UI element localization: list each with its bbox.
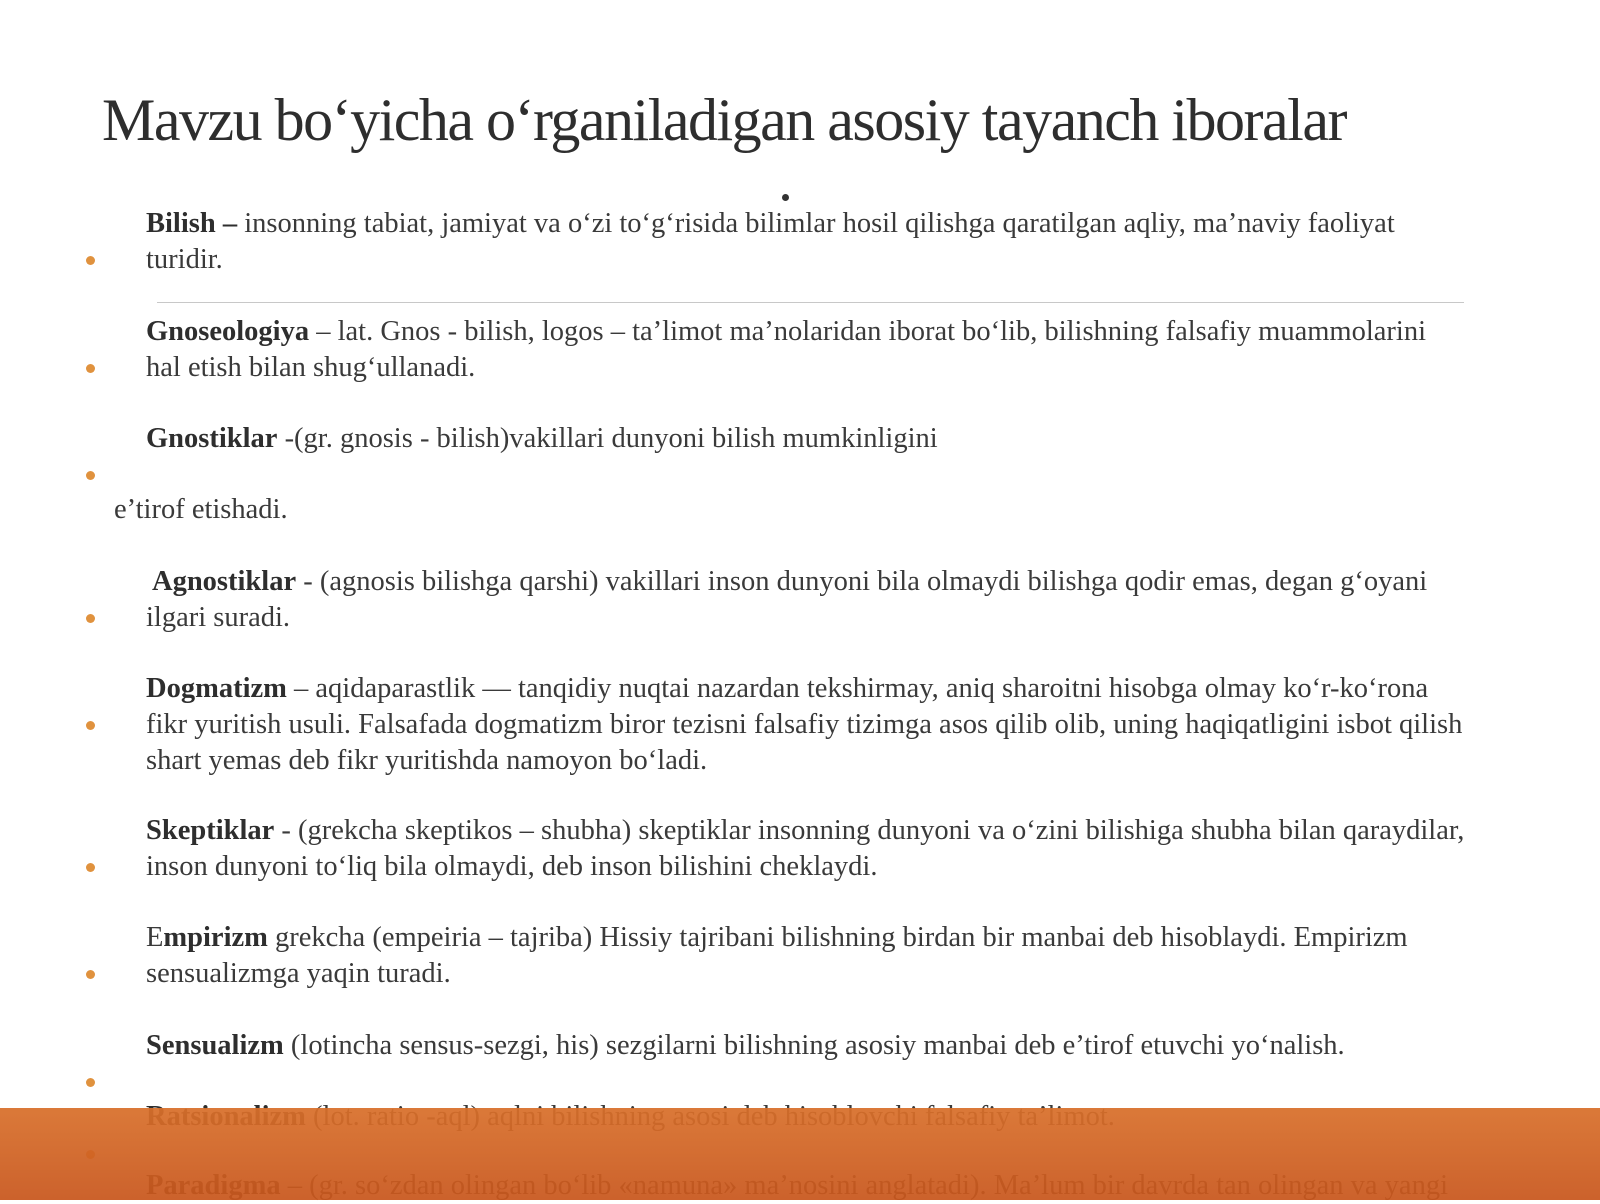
term-label: Agnostiklar bbox=[152, 566, 297, 597]
term-definition: (lotincha sensus-sezgi, his) sezgilarni bilishning asosiy manbai deb e’tirof etuvchi yo‘nalish. bbox=[283, 1030, 1345, 1061]
bullet-icon bbox=[86, 614, 95, 623]
term-definition: – lat. Gnos - bilish, logos – ta’limot ma’nolaridan iborat bo‘lib, bilishning falsafiy muammolarini bbox=[309, 316, 1426, 347]
term-definition: – aqidaparastlik — tanqidiy nuqtai nazardan tekshirmay, aniq sharoitni hisobga olmay ko‘r-ko‘rona bbox=[286, 673, 1429, 704]
footer-band bbox=[0, 1108, 1600, 1200]
bullet-icon bbox=[86, 364, 95, 373]
term-gnostiklar-continued: e’tirof etishadi. bbox=[114, 494, 288, 525]
bullet-icon bbox=[86, 970, 95, 979]
term-skeptiklar-continued: inson dunyoni to‘liq bila olmaydi, deb inson bilishini cheklaydi. bbox=[146, 851, 878, 882]
term-dogmatizm-continued: fikr yuritish usuli. Falsafada dogmatizm biror tezisni falsafiy tizimga asos qilib olib, uning haqiqatligini isbot qilish bbox=[146, 709, 1463, 740]
term-bilish-continued: turidir. bbox=[146, 244, 223, 275]
term-skeptiklar bbox=[146, 813, 1464, 849]
bullet-icon bbox=[86, 1078, 95, 1087]
term-definition: grekcha (empeiria – tajriba) Hissiy tajribani bilishning birdan bir manbai deb hisoblaydi. Empirizm bbox=[267, 922, 1408, 953]
term-definition: -(gr. gnosis - bilish)vakillari dunyoni bilish mumkinligini bbox=[277, 423, 938, 454]
term-bilish bbox=[146, 206, 1395, 242]
bullet-icon bbox=[86, 721, 95, 730]
term-gnoseologiya-continued: hal etish bilan shug‘ullanadi. bbox=[146, 352, 476, 383]
slide-title: Mavzu bo‘yicha o‘rganiladigan asosiy tayanch iboralar bbox=[102, 87, 1346, 153]
term-empirizm-continued: sensualizmga yaqin turadi. bbox=[146, 958, 451, 989]
term-label: Gnostiklar bbox=[146, 423, 278, 454]
term-empirizm bbox=[146, 920, 1408, 956]
term-label: Skeptiklar bbox=[146, 815, 275, 846]
divider-line bbox=[157, 302, 1464, 303]
term-gnostiklar bbox=[146, 421, 938, 457]
term-initial: E bbox=[146, 922, 164, 953]
stray-dot bbox=[782, 194, 789, 201]
term-label: Sensualizm bbox=[146, 1030, 284, 1061]
bullet-icon bbox=[86, 471, 95, 480]
term-definition: - (grekcha skeptikos – shubha) skeptiklar insonning dunyoni va o‘zini bilishiga shubha bilan qaraydilar, bbox=[274, 815, 1465, 846]
term-definition: - (agnosis bilishga qarshi) vakillari inson dunyoni bila olmaydi bilishga qodir emas, degan g‘oyani bbox=[296, 566, 1428, 597]
bullet-icon bbox=[86, 863, 95, 872]
term-agnostiklar bbox=[152, 564, 1427, 600]
term-agnostiklar-continued: ilgari suradi. bbox=[146, 602, 291, 633]
term-definition: insonning tabiat, jamiyat va o‘zi to‘g‘risida bilimlar hosil qilishga qaratilgan aqliy, ma’naviy faoliyat bbox=[237, 208, 1395, 239]
term-gnoseologiya bbox=[146, 314, 1426, 350]
term-label: Bilish – bbox=[146, 208, 238, 239]
term-label: mpirizm bbox=[163, 922, 268, 953]
bullet-icon bbox=[86, 256, 95, 265]
term-dogmatizm bbox=[146, 671, 1428, 707]
term-sensualizm bbox=[146, 1028, 1345, 1064]
term-label: Gnoseologiya bbox=[146, 316, 310, 347]
term-label: Dogmatizm bbox=[146, 673, 287, 704]
term-dogmatizm-continued: shart yemas deb fikr yuritishda namoyon bo‘ladi. bbox=[146, 745, 708, 776]
